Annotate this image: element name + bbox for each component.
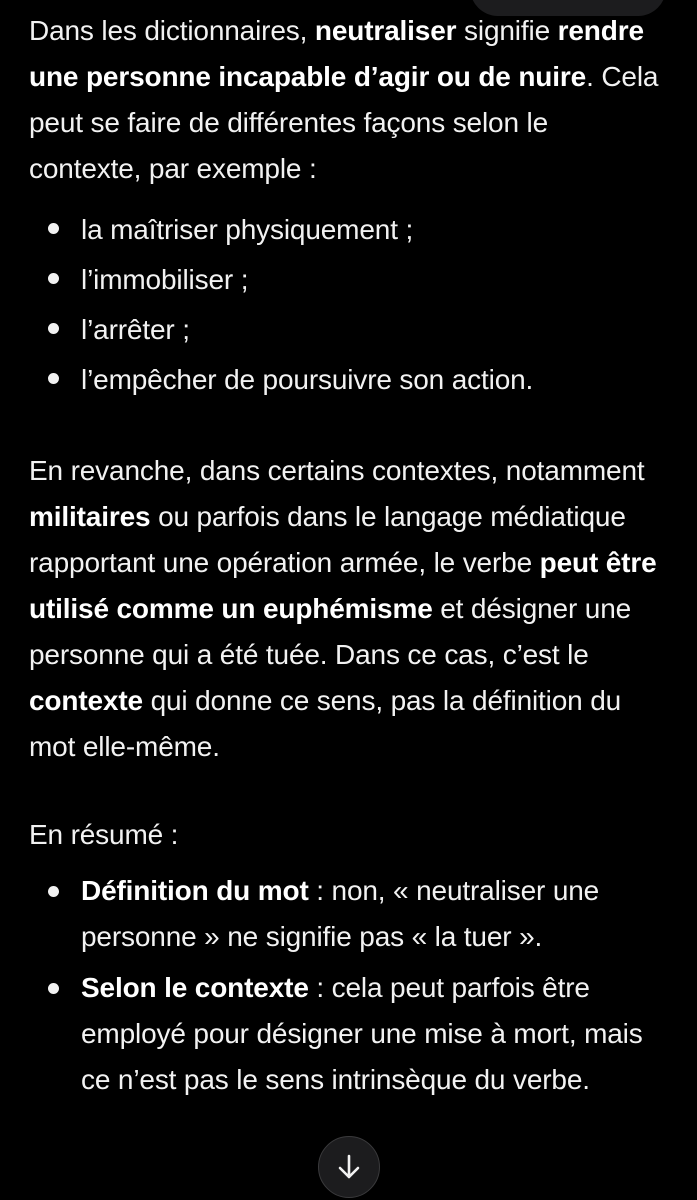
- scroll-down-button[interactable]: [318, 1136, 380, 1198]
- arrow-down-icon: [337, 1154, 361, 1180]
- list-item: Définition du mot : non, « neutraliser une personne » ne signifie pas « la tuer ».: [29, 868, 659, 960]
- assistant-message: [29, 8, 659, 1103]
- list-item: l’empêcher de poursuivre son action.: [29, 355, 659, 405]
- list-item: l’immobiliser ;: [29, 255, 659, 305]
- paragraph-context: En revanche, dans certains contextes, notamment militaires ou parfois dans le langage médiatique rapportant une opération armée, le verbe peut être utilisé comme un euphémisme et désigner une personne qui a été tuée. Dans ce cas, c’est le contexte qui donne ce sens, pas la définition du mot elle-même.: [29, 455, 657, 762]
- list-item: la maîtriser physiquement ;: [29, 205, 659, 255]
- list-item: Selon le contexte : cela peut parfois être employé pour désigner une mise à mort, mais ce n’est pas le sens intrinsèque du verbe.: [29, 965, 659, 1103]
- list-item: l’arrêter ;: [29, 305, 659, 355]
- summary-heading: En résumé :: [29, 819, 179, 850]
- paragraph-definition: Dans les dictionnaires, neutraliser signifie rendre une personne incapable d’agir ou de nuire. Cela peut se faire de différentes façons selon le contexte, par exemple :: [29, 15, 659, 184]
- summary-list: [29, 868, 659, 1103]
- examples-list: [29, 205, 659, 405]
